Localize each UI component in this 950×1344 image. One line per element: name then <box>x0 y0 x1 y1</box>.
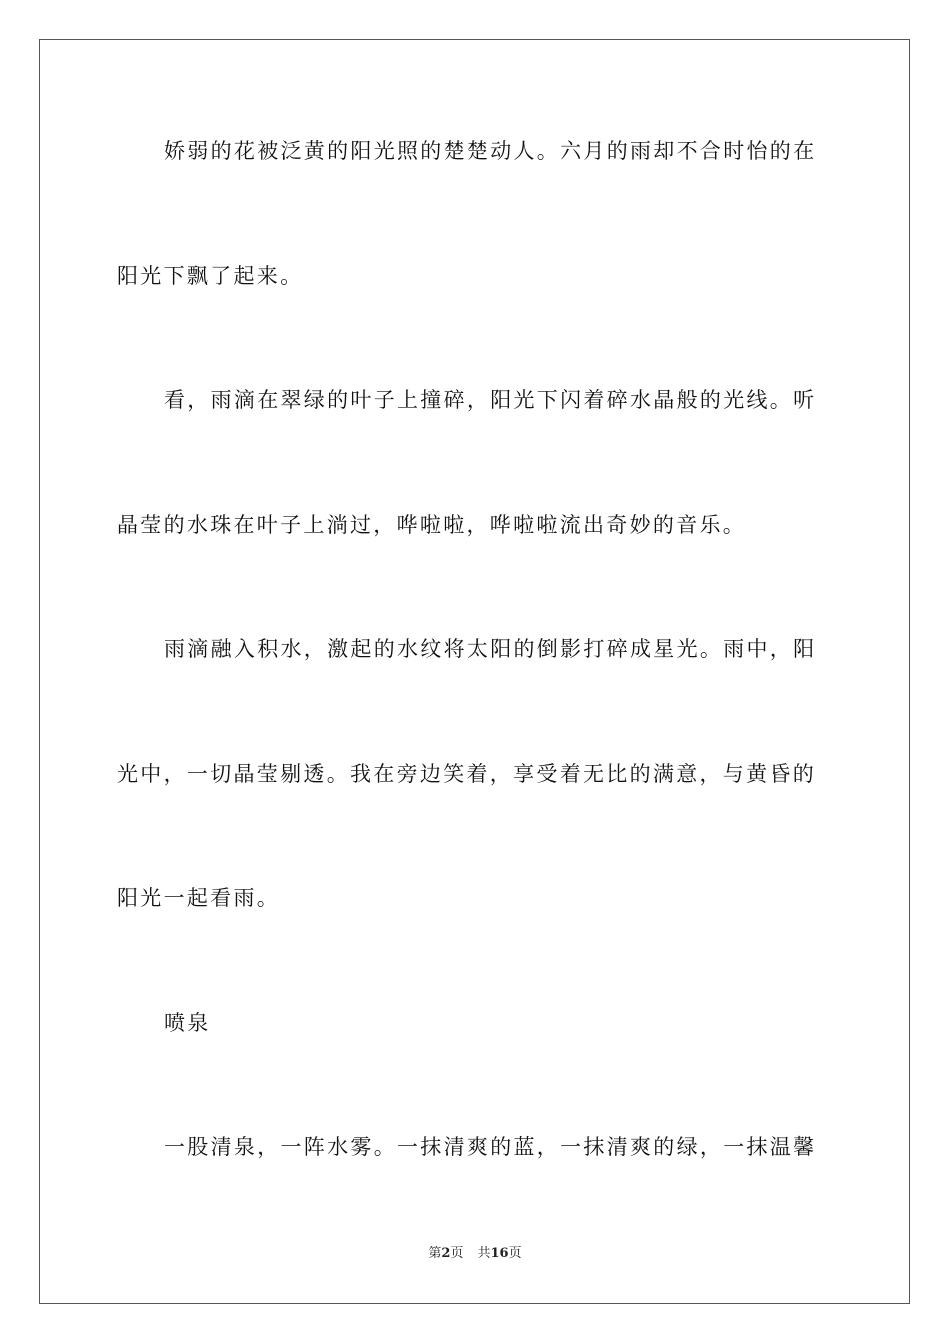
paragraph-1-line-1: 娇弱的花被泛黄的阳光照的楚楚动人。六月的雨却不合时怡的在 <box>164 139 817 163</box>
page-footer <box>0 1246 950 1262</box>
section-heading: 喷泉 <box>164 1011 211 1035</box>
page-number: 2 <box>441 1246 451 1261</box>
total-pages: 16 <box>490 1246 509 1261</box>
total-label-prefix: 共 <box>477 1246 491 1261</box>
total-label-suffix: 页 <box>508 1246 522 1261</box>
page-label-prefix: 第 <box>428 1246 442 1261</box>
page-label-suffix: 页 <box>450 1246 464 1261</box>
paragraph-4-line-1: 一股清泉，一阵水雾。一抹清爽的蓝，一抹清爽的绿，一抹温馨 <box>164 1135 817 1159</box>
page-border <box>39 39 910 1304</box>
paragraph-2-line-2: 晶莹的水珠在叶子上淌过，哗啦啦，哗啦啦流出奇妙的音乐。 <box>117 513 747 537</box>
paragraph-3-line-3: 阳光一起看雨。 <box>117 886 281 910</box>
paragraph-2-line-1: 看，雨滴在翠绿的叶子上撞碎，阳光下闪着碎水晶般的光线。听 <box>164 388 817 412</box>
paragraph-1-line-2: 阳光下飘了起来。 <box>117 264 304 288</box>
paragraph-3-line-1: 雨滴融入积水，激起的水纹将太阳的倒影打碎成星光。雨中，阳 <box>164 637 817 661</box>
paragraph-3-line-2: 光中，一切晶莹剔透。我在旁边笑着，享受着无比的满意，与黄昏的 <box>117 762 816 786</box>
